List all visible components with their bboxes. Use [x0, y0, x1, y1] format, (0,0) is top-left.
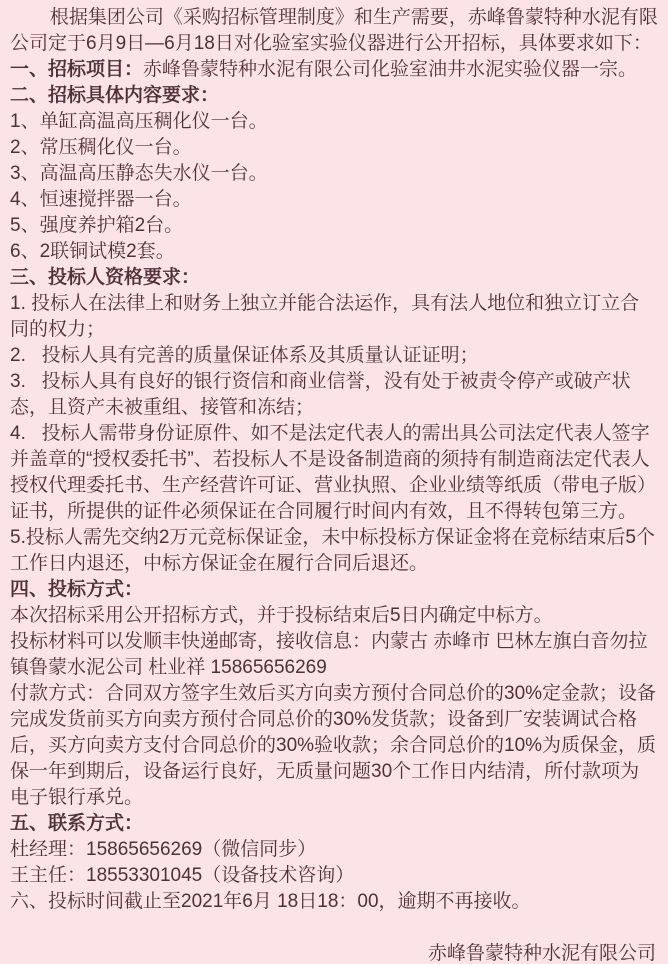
equipment-item-4: 4、恒速搅拌器一台。	[10, 189, 192, 210]
bid-method-paragraph: 本次招标采用公开招标方式，并于投标结束后5日内确定中标方。	[10, 605, 553, 626]
equipment-item-3: 3、高温高压静态失水仪一台。	[10, 163, 268, 184]
section4-heading: 四、投标方式：	[10, 579, 144, 600]
section1-line	[10, 57, 658, 83]
section1-body: 赤峰鲁蒙特种水泥有限公司化验室油井水泥实验仪器一宗。	[143, 59, 638, 80]
payment-terms-paragraph: 付款方式：合同双方签字生效后买方向卖方预付合同总价的30%定金款；设备完成发货前买方向卖方预付合同总价的30%发货款；设备到厂安装调试合格后，买方向卖方支付合同总价的30%验收款；余合同总价的10%为质保金，质保一年到期后，设备运行良好，无质量问题30个工作日内结清，所付款项为电子银行承兑。	[10, 683, 657, 808]
company-signature: 赤峰鲁蒙特种水泥有限公司	[427, 943, 656, 964]
equipment-item-2: 2、常压稠化仪一台。	[10, 137, 192, 158]
section3-heading: 三、投标人资格要求：	[10, 267, 201, 288]
section1-heading: 一、招标项目：	[10, 59, 144, 80]
mailing-info-paragraph: 投标材料可以发顺丰快递邮寄，接收信息：内蒙古 赤峰市 巴林左旗白音勿拉镇鲁蒙水泥公司 杜业祥 15865656269	[10, 631, 648, 678]
qualification-item-4: 4. 投标人需带身份证原件、如不是法定代表人的需出具公司法定代表人签字并盖章的“授权委托书”、若投标人不是设备制造商的须持有制造商法定代表人授权代理委托书、生产经营许可证、营业执照、企业业绩等纸质（带电子版）证书，所提供的证件必须保证在合同履行时间内有效，且不得转包第三方。	[10, 423, 657, 522]
qualification-item-5: 5.投标人需先交纳2万元竞标保证金，未中标投标方保证金将在竞标结束后5个工作日内退还，中标方保证金在履行合同后退还。	[10, 527, 655, 574]
intro-paragraph: 根据集团公司《采购招标管理制度》和生产需要，赤峰鲁蒙特种水泥有限公司定于6月9日—6月18日对化验室实验仪器进行公开招标，具体要求如下：	[10, 7, 658, 54]
equipment-item-6: 6、2联铜试模2套。	[10, 241, 175, 262]
contact-du-manager: 杜经理：15865656269（微信同步）	[10, 839, 317, 860]
qualification-item-2: 2. 投标人具有完善的质量保证体系及其质量认证证明；	[10, 345, 479, 366]
section6-deadline: 六、投标时间截止至2021年6月 18日18：00，逾期不再接收。	[10, 891, 531, 912]
equipment-item-1: 1、单缸高温高压稠化仪一台。	[10, 111, 268, 132]
qualification-item-3: 3. 投标人具有良好的银行资信和商业信誉，没有处于被责令停产或破产状态，且资产未被重组、接管和冻结；	[10, 371, 631, 418]
section2-heading: 二、招标具体内容要求：	[10, 85, 220, 106]
section5-heading: 五、联系方式：	[10, 813, 144, 834]
contact-wang-director: 王主任：18553301045（设备技术咨询）	[10, 865, 355, 886]
equipment-item-5: 5、强度养护箱2台。	[10, 215, 184, 236]
qualification-item-1: 1. 投标人在法律上和财务上独立并能合法运作，具有法人地位和独立订立合同的权力；	[10, 293, 640, 340]
